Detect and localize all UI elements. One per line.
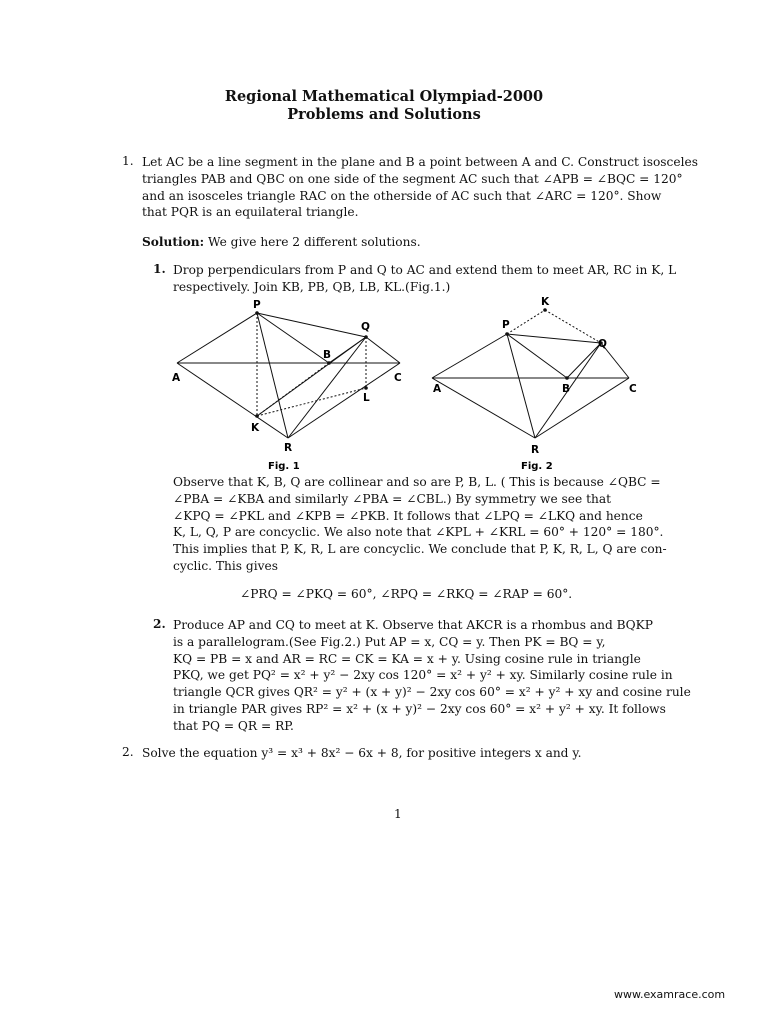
problem-1-line: Let AC be a line segment in the plane and B a point between A and C. Construct isosceles xyxy=(142,155,698,169)
solution-2-paragraph xyxy=(173,617,695,735)
problem-1-text xyxy=(142,154,698,221)
fig2-label-a: A xyxy=(433,383,442,395)
solution-intro: We give here 2 different solutions. xyxy=(208,235,421,249)
solution-2-number: 2. xyxy=(153,617,166,631)
solution-1-obs-line: ∠KPQ = ∠PKL and ∠KPB = ∠PKB. It follows that ∠LPQ = ∠LKQ and hence xyxy=(173,508,643,523)
fig2-label-b: B xyxy=(562,383,571,395)
paper-subtitle: Problems and Solutions xyxy=(287,106,481,123)
fig1-label-c: C xyxy=(394,372,402,384)
solution-2-line: KQ = PB = x and AR = RC = CK = KA = x + y. Using cosine rule in triangle xyxy=(173,651,641,666)
solution-label: Solution: xyxy=(142,235,205,249)
fig2-label-k: K xyxy=(541,296,550,308)
solution-2-line: PKQ, we get PQ² = x² + y² − 2xy cos 120° = x² + y² + xy. Similarly cosine rule in xyxy=(173,668,673,683)
solution-1-obs-line: ∠PBA = ∠KBA and similarly ∠PBA = ∠CBL.) By symmetry we see that xyxy=(173,491,611,506)
problem-2-number: 2. xyxy=(122,745,134,759)
solution-1-paragraph xyxy=(173,474,695,575)
paper-title: Regional Mathematical Olympiad-2000 xyxy=(224,88,544,105)
figure-2 xyxy=(432,310,629,438)
solution-1-line: Drop perpendiculars from P and Q to AC and extend them to meet AR, RC in K, L xyxy=(173,263,677,277)
fig2-caption: Fig. 2 xyxy=(521,461,553,472)
solution-1-obs-line: Observe that K, B, Q are collinear and so are P, B, L. ( This is because ∠QBC = xyxy=(173,475,661,489)
problem-1-line: and an isosceles triangle RAC on the otherside of AC such that ∠ARC = 120°. Show xyxy=(142,188,662,203)
fig1-label-l: L xyxy=(363,392,370,404)
fig1-label-b: B xyxy=(323,349,332,361)
fig2-label-r: R xyxy=(531,444,540,456)
solution-header xyxy=(142,234,421,251)
fig2-label-p: P xyxy=(502,319,510,331)
problem-1-line: that PQR is an equilateral triangle. xyxy=(142,205,359,220)
solution-1-obs-line: cyclic. This gives xyxy=(173,558,278,573)
page-number: 1 xyxy=(394,807,402,821)
fig1-caption: Fig. 1 xyxy=(268,461,300,472)
solution-1-obs-line: This implies that P, K, R, L are concyclic. We conclude that P, K, R, L, Q are con- xyxy=(173,542,667,557)
solution-1-number: 1. xyxy=(153,262,166,276)
fig2-label-q: Q xyxy=(598,338,607,350)
problem-1-line: triangles PAB and QBC on one side of the segment AC such that ∠APB = ∠BQC = 120° xyxy=(142,171,683,186)
footer-url: www.examrace.com xyxy=(614,988,726,1001)
solution-1-obs-line: K, L, Q, P are concyclic. We also note that ∠KPL + ∠KRL = 60° + 120° = 180°. xyxy=(173,525,664,540)
solution-2-line: is a parallelogram.(See Fig.2.) Put AP = x, CQ = y. Then PK = BQ = y, xyxy=(173,634,606,649)
fig1-label-a: A xyxy=(172,372,181,384)
fig1-label-p: P xyxy=(253,299,261,311)
figures xyxy=(0,290,768,475)
solution-2-line: that PQ = QR = RP. xyxy=(173,718,294,733)
fig2-label-c: C xyxy=(629,383,637,395)
fig1-label-k: K xyxy=(251,422,260,434)
solution-1-line: respectively. Join KB, PB, QB, LB, KL.(Fig.1.) xyxy=(173,279,451,294)
solution-2-line: Produce AP and CQ to meet at K. Observe that AKCR is a rhombus and BQKP xyxy=(173,618,653,632)
fig1-label-r: R xyxy=(284,442,293,454)
problem-1-number: 1. xyxy=(122,154,134,168)
solution-1-display-equation: ∠PRQ = ∠PKQ = 60°, ∠RPQ = ∠RKQ = ∠RAP = 60°. xyxy=(240,587,573,601)
problem-2-text: Solve the equation y³ = x³ + 8x² − 6x + 8, for positive integers x and y. xyxy=(142,746,582,760)
solution-2-line: triangle QCR gives QR² = y² + (x + y)² − 2xy cos 60° = x² + y² + xy and cosine rule xyxy=(173,685,691,700)
fig1-label-q: Q xyxy=(361,321,370,333)
solution-2-line: in triangle PAR gives RP² = x² + (x + y)² − 2xy cos 60° = x² + y² + xy. It follows xyxy=(173,701,666,716)
